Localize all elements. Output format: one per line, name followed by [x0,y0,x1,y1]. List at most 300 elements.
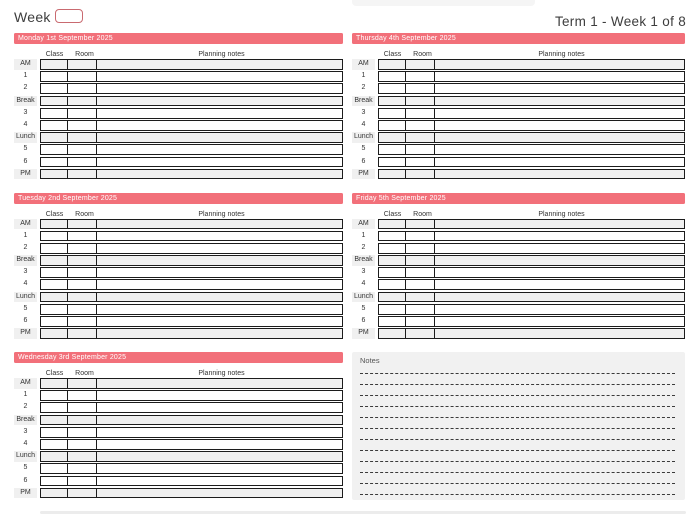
planning-notes-cell[interactable] [435,72,684,81]
period-label: 5 [23,304,28,312]
period-row [352,157,685,168]
room-cell[interactable] [68,416,97,425]
class-cell[interactable] [379,305,406,314]
room-cell[interactable] [68,170,97,179]
planning-notes-cell[interactable] [97,84,342,93]
room-cell[interactable] [68,464,97,473]
room-cell[interactable] [68,220,97,229]
planning-notes-cell[interactable] [97,232,342,241]
period-row-cells [40,378,343,389]
planning-notes-cell[interactable] [97,60,342,69]
planning-notes-cell[interactable] [435,329,684,338]
column-header-room: Room [413,210,432,218]
period-row [14,439,343,450]
period-row-cells [378,279,685,290]
class-cell[interactable] [41,256,68,265]
class-cell[interactable] [41,232,68,241]
period-label: 5 [361,145,366,153]
period-row-cells [378,255,685,266]
period-label: 6 [361,157,366,165]
class-cell[interactable] [379,317,406,326]
period-row [14,488,343,499]
period-row-cells [40,304,343,315]
planning-notes-cell[interactable] [97,293,342,302]
class-cell[interactable] [41,268,68,277]
class-cell[interactable] [41,464,68,473]
class-cell[interactable] [379,232,406,241]
period-label: PM [14,488,37,499]
room-cell[interactable] [406,317,435,326]
class-cell[interactable] [41,452,68,461]
period-label: PM [352,328,375,339]
class-cell[interactable] [379,256,406,265]
notes-dashed-line [360,363,675,374]
planning-notes-cell[interactable] [435,121,684,130]
period-row-cells [378,120,685,131]
notes-dashed-line [360,462,675,473]
class-cell[interactable] [41,280,68,289]
class-cell[interactable] [379,133,406,142]
room-cell[interactable] [68,379,97,388]
room-cell[interactable] [68,489,97,498]
period-row [14,120,343,131]
period-row-cells [378,132,685,143]
column-headers [14,204,343,219]
period-row [14,169,343,180]
period-row [14,231,343,242]
period-row-cells [40,157,343,168]
class-cell[interactable] [379,268,406,277]
period-label: Break [14,415,37,426]
period-row [14,71,343,82]
planning-notes-cell[interactable] [435,60,684,69]
column-header-class: Class [45,370,64,377]
period-row [352,219,685,230]
room-cell[interactable] [406,84,435,93]
period-label: 2 [23,243,28,251]
day-header-bar [352,193,685,204]
column-header-class: Class [45,51,64,58]
class-cell[interactable] [41,84,68,93]
planning-notes-cell[interactable] [97,477,342,486]
period-label: 3 [23,268,28,276]
day-header-bar [14,193,343,204]
period-row-cells [40,390,343,401]
room-cell[interactable] [68,391,97,400]
period-label: Lunch [14,292,37,303]
period-row-cells [40,144,343,155]
notes-label: Notes [360,356,380,365]
planning-notes-cell[interactable] [435,133,684,142]
day-header-bar [352,33,685,44]
period-row [352,144,685,155]
class-cell[interactable] [41,379,68,388]
class-cell[interactable] [41,133,68,142]
period-row-cells [40,96,343,107]
column-header-room: Room [75,210,94,218]
notes-dashed-line [360,418,675,429]
period-label: Break [14,255,37,266]
period-label: 3 [361,108,366,116]
room-cell[interactable] [406,220,435,229]
notes-dashed-line [360,385,675,396]
column-headers [14,363,343,378]
period-row [14,219,343,230]
period-label: 2 [23,403,28,411]
planning-notes-cell[interactable] [435,158,684,167]
planning-notes-cell[interactable] [97,317,342,326]
period-row-cells [378,219,685,230]
column-header-class: Class [45,210,64,218]
room-cell[interactable] [68,477,97,486]
column-header-planning-notes: Planning notes [538,210,585,218]
period-label: AM [352,59,375,70]
period-row-cells [40,108,343,119]
planning-notes-cell[interactable] [435,97,684,106]
period-row-cells [40,427,343,438]
period-row [14,304,343,315]
period-row-cells [40,402,343,413]
class-cell[interactable] [41,293,68,302]
room-cell[interactable] [406,305,435,314]
planning-notes-cell[interactable] [97,403,342,412]
period-label: PM [352,169,375,180]
column-header-planning-notes: Planning notes [198,370,245,377]
period-row-cells [40,59,343,70]
planning-notes-cell[interactable] [97,244,342,253]
period-label: 1 [361,231,366,239]
class-cell[interactable] [41,60,68,69]
room-cell[interactable] [406,256,435,265]
class-cell[interactable] [41,109,68,118]
planning-notes-cell[interactable] [97,329,342,338]
period-row [352,83,685,94]
period-label: 4 [23,120,28,128]
room-cell[interactable] [68,268,97,277]
planning-notes-cell[interactable] [435,84,684,93]
room-cell[interactable] [68,145,97,154]
planning-notes-cell[interactable] [435,170,684,179]
planning-notes-cell[interactable] [435,293,684,302]
planning-notes-cell[interactable] [97,391,342,400]
planning-notes-cell[interactable] [97,133,342,142]
room-cell[interactable] [68,244,97,253]
room-cell[interactable] [68,232,97,241]
planning-notes-cell[interactable] [97,280,342,289]
period-label: 4 [23,280,28,288]
class-cell[interactable] [41,489,68,498]
period-label: Lunch [14,132,37,143]
planning-notes-cell[interactable] [97,109,342,118]
room-cell[interactable] [406,109,435,118]
planning-notes-cell[interactable] [97,464,342,473]
class-cell[interactable] [41,97,68,106]
class-cell[interactable] [41,121,68,130]
notes-section[interactable] [352,352,685,500]
class-cell[interactable] [41,403,68,412]
class-cell[interactable] [379,109,406,118]
planning-notes-cell[interactable] [435,145,684,154]
class-cell[interactable] [41,440,68,449]
room-cell[interactable] [406,293,435,302]
room-cell[interactable] [406,145,435,154]
period-rows [352,59,685,179]
planning-notes-cell[interactable] [435,317,684,326]
planning-notes-cell[interactable] [97,158,342,167]
notes-dashed-line [360,440,675,451]
notes-dashed-line [360,407,675,418]
class-cell[interactable] [379,329,406,338]
day-section [14,352,343,500]
period-row [14,476,343,487]
period-label: 3 [23,108,28,116]
planning-notes-cell[interactable] [97,379,342,388]
period-row-cells [40,451,343,462]
period-row-cells [378,292,685,303]
period-label: 3 [361,268,366,276]
class-cell[interactable] [379,121,406,130]
planning-notes-cell[interactable] [435,109,684,118]
period-row [14,328,343,339]
room-cell[interactable] [68,329,97,338]
period-row [14,316,343,327]
period-row-cells [378,71,685,82]
planning-notes-cell[interactable] [435,232,684,241]
period-row [14,255,343,266]
week-label: Week [14,9,51,25]
class-cell[interactable] [41,317,68,326]
planning-notes-cell[interactable] [97,440,342,449]
class-cell[interactable] [379,220,406,229]
class-cell[interactable] [379,170,406,179]
notes-dashed-line [360,396,675,407]
period-label: PM [14,328,37,339]
planning-notes-cell[interactable] [435,220,684,229]
planning-notes-cell[interactable] [435,244,684,253]
room-cell[interactable] [68,280,97,289]
planning-notes-cell[interactable] [97,220,342,229]
room-cell[interactable] [68,133,97,142]
column-header-planning-notes: Planning notes [538,51,585,58]
period-row-cells [40,488,343,499]
period-row [14,108,343,119]
right-column [352,33,685,503]
planning-notes-cell[interactable] [435,280,684,289]
period-label: 6 [23,476,28,484]
period-row [352,231,685,242]
period-row [14,243,343,254]
period-row [352,267,685,278]
class-cell[interactable] [41,72,68,81]
column-headers [352,204,685,219]
notes-dashed-line [360,451,675,462]
planning-notes-cell[interactable] [97,121,342,130]
room-cell[interactable] [406,60,435,69]
room-cell[interactable] [68,440,97,449]
period-label: Lunch [14,451,37,462]
planning-notes-cell[interactable] [435,268,684,277]
period-row-cells [378,243,685,254]
class-cell[interactable] [379,244,406,253]
column-header-room: Room [413,51,432,58]
planning-notes-cell[interactable] [97,489,342,498]
class-cell[interactable] [41,305,68,314]
planning-notes-cell[interactable] [435,305,684,314]
class-cell[interactable] [379,145,406,154]
period-row-cells [378,108,685,119]
day-title: Wednesday 3rd September 2025 [18,354,127,361]
period-label: 6 [23,157,28,165]
planning-notes-cell[interactable] [97,428,342,437]
planning-notes-cell[interactable] [97,145,342,154]
period-label: 5 [23,464,28,472]
room-cell[interactable] [68,256,97,265]
class-cell[interactable] [379,293,406,302]
room-cell[interactable] [406,280,435,289]
room-cell[interactable] [68,452,97,461]
room-cell[interactable] [406,268,435,277]
planning-notes-cell[interactable] [97,97,342,106]
period-row-cells [40,415,343,426]
planning-notes-cell[interactable] [97,452,342,461]
planning-notes-cell[interactable] [97,416,342,425]
period-label: 5 [361,304,366,312]
period-label: 2 [361,243,366,251]
column-header-class: Class [383,51,402,58]
planning-notes-cell[interactable] [97,305,342,314]
room-cell[interactable] [406,121,435,130]
class-cell[interactable] [41,170,68,179]
room-cell[interactable] [68,72,97,81]
room-cell[interactable] [406,97,435,106]
period-row [14,83,343,94]
period-row-cells [40,132,343,143]
period-row-cells [40,316,343,327]
period-label: 6 [23,317,28,324]
column-headers [352,44,685,59]
period-label: AM [14,219,37,230]
period-row [14,292,343,303]
class-cell[interactable] [41,428,68,437]
week-number-input-box[interactable] [55,9,83,23]
room-cell[interactable] [68,293,97,302]
period-row [14,415,343,426]
period-row-cells [378,96,685,107]
period-row-cells [40,71,343,82]
planning-notes-cell[interactable] [435,256,684,265]
period-label: PM [14,169,37,180]
class-cell[interactable] [379,97,406,106]
period-rows [14,219,343,339]
period-row [14,390,343,401]
room-cell[interactable] [68,84,97,93]
period-row [352,120,685,131]
period-label: Lunch [352,132,375,143]
room-cell[interactable] [68,428,97,437]
period-row [14,96,343,107]
period-label: 6 [361,317,366,324]
planning-notes-cell[interactable] [97,268,342,277]
notes-dashed-line [360,429,675,440]
period-label: Lunch [352,292,375,303]
class-cell[interactable] [41,391,68,400]
room-cell[interactable] [406,232,435,241]
column-headers [14,44,343,59]
class-cell[interactable] [41,329,68,338]
column-header-room: Room [75,370,94,377]
period-rows [14,59,343,179]
class-cell[interactable] [379,158,406,167]
period-row [14,157,343,168]
period-row-cells [40,120,343,131]
column-header-planning-notes: Planning notes [198,210,245,218]
period-row-cells [40,231,343,242]
period-row [14,59,343,70]
room-cell[interactable] [68,60,97,69]
period-label: 1 [361,72,366,80]
day-title: Thursday 4th September 2025 [356,35,456,42]
period-row [352,316,685,327]
period-row-cells [378,157,685,168]
period-label: Break [352,96,375,107]
room-cell[interactable] [68,97,97,106]
period-row-cells [40,292,343,303]
room-cell[interactable] [68,305,97,314]
class-cell[interactable] [379,60,406,69]
period-row [14,279,343,290]
room-cell[interactable] [68,158,97,167]
period-label: 3 [23,427,28,435]
class-cell[interactable] [41,477,68,486]
class-cell[interactable] [41,158,68,167]
room-cell[interactable] [68,121,97,130]
period-row-cells [40,255,343,266]
notes-dashed-line [360,484,675,495]
class-cell[interactable] [41,244,68,253]
room-cell[interactable] [68,109,97,118]
period-row [352,96,685,107]
room-cell[interactable] [406,133,435,142]
room-cell[interactable] [406,244,435,253]
day-section [352,193,685,341]
room-cell[interactable] [406,72,435,81]
room-cell[interactable] [68,317,97,326]
planning-notes-cell[interactable] [97,72,342,81]
period-label: AM [14,59,37,70]
class-cell[interactable] [379,84,406,93]
notes-writing-lines [360,363,675,495]
period-label: 1 [23,72,28,80]
period-row-cells [40,439,343,450]
period-label: 1 [23,231,28,239]
room-cell[interactable] [406,329,435,338]
period-row [14,267,343,278]
period-row [352,243,685,254]
class-cell[interactable] [41,416,68,425]
class-cell[interactable] [41,145,68,154]
day-header-bar [14,33,343,44]
class-cell[interactable] [41,220,68,229]
room-cell[interactable] [406,170,435,179]
period-label: Break [352,255,375,266]
planning-notes-cell[interactable] [97,170,342,179]
day-section [14,33,343,181]
class-cell[interactable] [379,72,406,81]
planning-notes-cell[interactable] [97,256,342,265]
class-cell[interactable] [379,280,406,289]
room-cell[interactable] [68,403,97,412]
room-cell[interactable] [406,158,435,167]
